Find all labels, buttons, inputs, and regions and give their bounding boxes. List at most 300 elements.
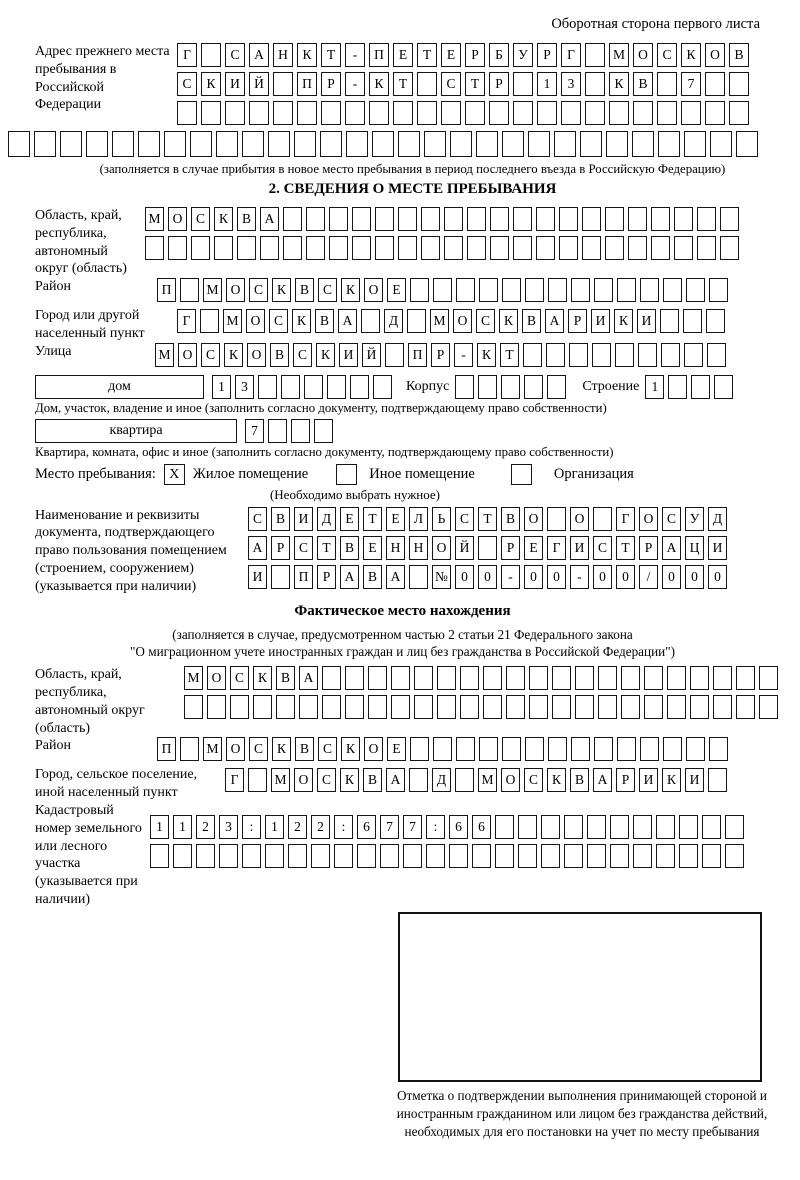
char-box[interactable]: А xyxy=(248,536,267,560)
char-box[interactable]: - xyxy=(345,72,365,96)
char-box[interactable] xyxy=(571,278,590,302)
char-box[interactable] xyxy=(621,666,640,690)
char-box[interactable] xyxy=(294,131,316,157)
char-box[interactable]: Д xyxy=(432,768,451,792)
char-box[interactable]: 0 xyxy=(708,565,727,589)
char-box[interactable] xyxy=(483,666,502,690)
char-box[interactable]: Р xyxy=(465,43,485,67)
char-box[interactable]: О xyxy=(705,43,725,67)
char-box[interactable]: Р xyxy=(639,536,658,560)
char-box[interactable]: О xyxy=(524,507,543,531)
char-box[interactable] xyxy=(729,72,749,96)
char-box[interactable] xyxy=(311,844,330,868)
char-box[interactable] xyxy=(582,236,601,260)
char-box[interactable] xyxy=(460,666,479,690)
char-box[interactable] xyxy=(230,695,249,719)
char-box[interactable]: - xyxy=(454,343,473,367)
char-box[interactable]: К xyxy=(272,278,291,302)
char-box[interactable]: Г xyxy=(177,309,196,333)
char-box[interactable] xyxy=(725,844,744,868)
char-box[interactable] xyxy=(180,278,199,302)
char-box[interactable] xyxy=(441,101,461,125)
char-box[interactable]: К xyxy=(477,343,496,367)
char-box[interactable] xyxy=(479,278,498,302)
char-box[interactable] xyxy=(281,375,300,399)
char-box[interactable]: С xyxy=(249,737,268,761)
char-box[interactable] xyxy=(536,207,555,231)
char-box[interactable] xyxy=(615,343,634,367)
char-box[interactable] xyxy=(368,666,387,690)
char-box[interactable] xyxy=(410,737,429,761)
char-box[interactable] xyxy=(610,844,629,868)
char-box[interactable]: У xyxy=(513,43,533,67)
char-box[interactable] xyxy=(529,666,548,690)
char-box[interactable]: М xyxy=(430,309,449,333)
char-box[interactable] xyxy=(644,666,663,690)
char-box[interactable]: Е xyxy=(386,507,405,531)
char-box[interactable]: О xyxy=(226,737,245,761)
char-box[interactable] xyxy=(407,309,426,333)
char-box[interactable]: И xyxy=(708,536,727,560)
char-box[interactable] xyxy=(214,236,233,260)
char-box[interactable] xyxy=(525,278,544,302)
char-box[interactable] xyxy=(249,101,269,125)
char-box[interactable] xyxy=(201,101,221,125)
char-box[interactable] xyxy=(518,815,537,839)
apartment-type-box[interactable]: квартира xyxy=(35,419,237,443)
char-box[interactable] xyxy=(547,507,566,531)
char-box[interactable]: С xyxy=(201,343,220,367)
char-box[interactable] xyxy=(479,737,498,761)
char-box[interactable] xyxy=(546,343,565,367)
char-box[interactable] xyxy=(352,207,371,231)
char-box[interactable]: К xyxy=(292,309,311,333)
char-box[interactable] xyxy=(200,309,219,333)
char-box[interactable] xyxy=(679,815,698,839)
char-box[interactable] xyxy=(585,72,605,96)
char-box[interactable] xyxy=(656,815,675,839)
char-box[interactable]: О xyxy=(207,666,226,690)
char-box[interactable]: Е xyxy=(524,536,543,560)
char-box[interactable] xyxy=(674,236,693,260)
char-box[interactable] xyxy=(253,695,272,719)
char-box[interactable]: Н xyxy=(386,536,405,560)
char-box[interactable]: А xyxy=(338,309,357,333)
char-box[interactable]: Т xyxy=(465,72,485,96)
char-box[interactable] xyxy=(150,844,169,868)
char-box[interactable] xyxy=(398,207,417,231)
char-box[interactable] xyxy=(736,695,755,719)
char-box[interactable] xyxy=(283,207,302,231)
char-box[interactable]: 6 xyxy=(472,815,491,839)
char-box[interactable]: К xyxy=(272,737,291,761)
char-box[interactable]: Г xyxy=(225,768,244,792)
char-box[interactable] xyxy=(375,236,394,260)
char-box[interactable] xyxy=(260,236,279,260)
char-box[interactable]: В xyxy=(237,207,256,231)
char-box[interactable] xyxy=(640,278,659,302)
char-box[interactable] xyxy=(571,737,590,761)
char-box[interactable] xyxy=(656,844,675,868)
char-box[interactable]: С xyxy=(662,507,681,531)
char-box[interactable] xyxy=(265,844,284,868)
char-box[interactable]: М xyxy=(478,768,497,792)
char-box[interactable]: Г xyxy=(616,507,635,531)
char-box[interactable]: М xyxy=(184,666,203,690)
char-box[interactable] xyxy=(513,72,533,96)
char-box[interactable] xyxy=(372,131,394,157)
char-box[interactable]: Т xyxy=(616,536,635,560)
char-box[interactable]: С xyxy=(248,507,267,531)
char-box[interactable] xyxy=(502,737,521,761)
char-box[interactable]: И xyxy=(339,343,358,367)
char-box[interactable] xyxy=(713,695,732,719)
char-box[interactable]: 2 xyxy=(288,815,307,839)
char-box[interactable] xyxy=(617,737,636,761)
char-box[interactable]: - xyxy=(570,565,589,589)
char-box[interactable] xyxy=(495,844,514,868)
char-box[interactable]: О xyxy=(168,207,187,231)
char-box[interactable]: К xyxy=(341,737,360,761)
char-box[interactable]: К xyxy=(662,768,681,792)
char-box[interactable]: П xyxy=(408,343,427,367)
char-box[interactable] xyxy=(736,666,755,690)
char-box[interactable] xyxy=(575,695,594,719)
char-box[interactable]: Г xyxy=(177,43,197,67)
char-box[interactable] xyxy=(314,419,333,443)
char-box[interactable] xyxy=(207,695,226,719)
char-box[interactable] xyxy=(321,101,341,125)
char-box[interactable] xyxy=(350,375,369,399)
char-box[interactable] xyxy=(684,131,706,157)
char-box[interactable]: 6 xyxy=(449,815,468,839)
char-box[interactable] xyxy=(271,565,290,589)
char-box[interactable]: 0 xyxy=(593,565,612,589)
char-box[interactable] xyxy=(242,844,261,868)
char-box[interactable]: Д xyxy=(317,507,336,531)
char-box[interactable] xyxy=(327,375,346,399)
char-box[interactable] xyxy=(450,131,472,157)
char-box[interactable]: И xyxy=(570,536,589,560)
char-box[interactable] xyxy=(547,375,566,399)
char-box[interactable] xyxy=(657,72,677,96)
char-box[interactable] xyxy=(268,419,287,443)
char-box[interactable]: В xyxy=(271,507,290,531)
char-box[interactable] xyxy=(242,131,264,157)
char-box[interactable]: Й xyxy=(362,343,381,367)
char-box[interactable]: В xyxy=(295,737,314,761)
char-box[interactable] xyxy=(455,375,474,399)
char-box[interactable] xyxy=(598,695,617,719)
char-box[interactable] xyxy=(706,309,725,333)
char-box[interactable] xyxy=(173,844,192,868)
char-box[interactable] xyxy=(288,844,307,868)
char-box[interactable]: 0 xyxy=(524,565,543,589)
char-box[interactable]: 3 xyxy=(561,72,581,96)
char-box[interactable] xyxy=(644,695,663,719)
char-box[interactable]: О xyxy=(364,278,383,302)
char-box[interactable]: Т xyxy=(500,343,519,367)
char-box[interactable]: О xyxy=(178,343,197,367)
char-box[interactable]: А xyxy=(340,565,359,589)
char-box[interactable] xyxy=(594,737,613,761)
char-box[interactable] xyxy=(478,375,497,399)
char-box[interactable] xyxy=(537,101,557,125)
char-box[interactable] xyxy=(424,131,446,157)
char-box[interactable]: 0 xyxy=(547,565,566,589)
char-box[interactable] xyxy=(690,666,709,690)
char-box[interactable]: О xyxy=(247,343,266,367)
char-box[interactable] xyxy=(709,278,728,302)
char-box[interactable] xyxy=(145,236,164,260)
char-box[interactable]: - xyxy=(345,43,365,67)
char-box[interactable] xyxy=(561,101,581,125)
char-box[interactable]: П xyxy=(157,737,176,761)
char-box[interactable] xyxy=(661,343,680,367)
char-box[interactable]: 2 xyxy=(196,815,215,839)
char-box[interactable] xyxy=(697,236,716,260)
char-box[interactable]: К xyxy=(316,343,335,367)
char-box[interactable] xyxy=(455,768,474,792)
char-box[interactable] xyxy=(585,43,605,67)
checkbox-organization[interactable] xyxy=(511,464,532,485)
char-box[interactable]: О xyxy=(570,507,589,531)
char-box[interactable] xyxy=(306,236,325,260)
char-box[interactable] xyxy=(707,343,726,367)
char-box[interactable] xyxy=(410,278,429,302)
char-box[interactable] xyxy=(433,278,452,302)
char-box[interactable] xyxy=(705,101,725,125)
char-box[interactable]: К xyxy=(547,768,566,792)
char-box[interactable] xyxy=(191,236,210,260)
char-box[interactable]: И xyxy=(637,309,656,333)
char-box[interactable]: Р xyxy=(537,43,557,67)
char-box[interactable]: О xyxy=(633,43,653,67)
char-box[interactable] xyxy=(393,101,413,125)
char-box[interactable] xyxy=(594,278,613,302)
char-box[interactable] xyxy=(320,131,342,157)
char-box[interactable]: 6 xyxy=(357,815,376,839)
char-box[interactable] xyxy=(585,101,605,125)
char-box[interactable]: М xyxy=(203,278,222,302)
char-box[interactable]: О xyxy=(432,536,451,560)
char-box[interactable] xyxy=(472,844,491,868)
char-box[interactable] xyxy=(523,343,542,367)
char-box[interactable]: Р xyxy=(431,343,450,367)
char-box[interactable] xyxy=(225,101,245,125)
char-box[interactable] xyxy=(369,101,389,125)
char-box[interactable]: И xyxy=(591,309,610,333)
char-box[interactable] xyxy=(702,815,721,839)
char-box[interactable]: Т xyxy=(363,507,382,531)
char-box[interactable]: Т xyxy=(317,536,336,560)
char-box[interactable] xyxy=(417,101,437,125)
char-box[interactable]: Е xyxy=(363,536,382,560)
char-box[interactable]: А xyxy=(662,536,681,560)
char-box[interactable] xyxy=(490,207,509,231)
char-box[interactable] xyxy=(306,207,325,231)
char-box[interactable] xyxy=(219,844,238,868)
char-box[interactable]: К xyxy=(201,72,221,96)
char-box[interactable]: - xyxy=(501,565,520,589)
char-box[interactable] xyxy=(714,375,733,399)
char-box[interactable] xyxy=(736,131,758,157)
char-box[interactable] xyxy=(502,131,524,157)
char-box[interactable] xyxy=(437,666,456,690)
char-box[interactable]: К xyxy=(340,768,359,792)
char-box[interactable] xyxy=(575,666,594,690)
char-box[interactable]: М xyxy=(155,343,174,367)
char-box[interactable]: И xyxy=(225,72,245,96)
char-box[interactable] xyxy=(291,419,310,443)
char-box[interactable] xyxy=(691,375,710,399)
char-box[interactable]: К xyxy=(609,72,629,96)
char-box[interactable]: В xyxy=(522,309,541,333)
char-box[interactable]: К xyxy=(681,43,701,67)
checkbox-other-premises[interactable] xyxy=(336,464,357,485)
char-box[interactable] xyxy=(621,695,640,719)
char-box[interactable] xyxy=(385,343,404,367)
char-box[interactable] xyxy=(720,236,739,260)
char-box[interactable]: 3 xyxy=(219,815,238,839)
char-box[interactable] xyxy=(237,236,256,260)
char-box[interactable] xyxy=(322,695,341,719)
char-box[interactable]: Д xyxy=(708,507,727,531)
char-box[interactable] xyxy=(720,207,739,231)
char-box[interactable]: С xyxy=(657,43,677,67)
char-box[interactable] xyxy=(501,375,520,399)
char-box[interactable] xyxy=(710,131,732,157)
char-box[interactable] xyxy=(702,844,721,868)
char-box[interactable] xyxy=(268,131,290,157)
char-box[interactable] xyxy=(8,131,30,157)
char-box[interactable] xyxy=(248,768,267,792)
char-box[interactable]: С xyxy=(269,309,288,333)
char-box[interactable]: В xyxy=(633,72,653,96)
char-box[interactable]: П xyxy=(369,43,389,67)
char-box[interactable] xyxy=(633,844,652,868)
char-box[interactable] xyxy=(686,737,705,761)
char-box[interactable] xyxy=(657,101,677,125)
char-box[interactable] xyxy=(273,72,293,96)
char-box[interactable]: К xyxy=(297,43,317,67)
char-box[interactable] xyxy=(592,343,611,367)
char-box[interactable] xyxy=(112,131,134,157)
char-box[interactable]: М xyxy=(223,309,242,333)
char-box[interactable]: С xyxy=(191,207,210,231)
char-box[interactable] xyxy=(495,815,514,839)
char-box[interactable]: Е xyxy=(393,43,413,67)
char-box[interactable]: К xyxy=(214,207,233,231)
char-box[interactable] xyxy=(667,666,686,690)
char-box[interactable]: А xyxy=(593,768,612,792)
char-box[interactable] xyxy=(513,101,533,125)
char-box[interactable] xyxy=(444,207,463,231)
char-box[interactable]: М xyxy=(271,768,290,792)
char-box[interactable] xyxy=(582,207,601,231)
char-box[interactable]: А xyxy=(249,43,269,67)
char-box[interactable] xyxy=(456,278,475,302)
char-box[interactable]: А xyxy=(386,565,405,589)
char-box[interactable] xyxy=(541,844,560,868)
char-box[interactable] xyxy=(476,131,498,157)
char-box[interactable]: О xyxy=(226,278,245,302)
char-box[interactable] xyxy=(421,207,440,231)
char-box[interactable] xyxy=(467,236,486,260)
char-box[interactable] xyxy=(628,207,647,231)
char-box[interactable] xyxy=(617,278,636,302)
char-box[interactable] xyxy=(398,131,420,157)
char-box[interactable]: Й xyxy=(249,72,269,96)
char-box[interactable]: Т xyxy=(321,43,341,67)
char-box[interactable] xyxy=(660,309,679,333)
char-box[interactable] xyxy=(164,131,186,157)
char-box[interactable] xyxy=(548,278,567,302)
char-box[interactable] xyxy=(334,844,353,868)
char-box[interactable] xyxy=(483,695,502,719)
char-box[interactable]: С xyxy=(455,507,474,531)
char-box[interactable]: 0 xyxy=(478,565,497,589)
char-box[interactable]: И xyxy=(685,768,704,792)
char-box[interactable]: Е xyxy=(387,278,406,302)
char-box[interactable] xyxy=(525,737,544,761)
char-box[interactable] xyxy=(345,101,365,125)
char-box[interactable] xyxy=(609,101,629,125)
char-box[interactable]: 0 xyxy=(685,565,704,589)
char-box[interactable] xyxy=(373,375,392,399)
char-box[interactable] xyxy=(216,131,238,157)
char-box[interactable]: 1 xyxy=(645,375,664,399)
char-box[interactable]: К xyxy=(614,309,633,333)
char-box[interactable]: В xyxy=(501,507,520,531)
char-box[interactable] xyxy=(403,844,422,868)
char-box[interactable]: 7 xyxy=(245,419,264,443)
char-box[interactable] xyxy=(606,131,628,157)
char-box[interactable] xyxy=(605,207,624,231)
char-box[interactable]: В xyxy=(276,666,295,690)
char-box[interactable]: Р xyxy=(317,565,336,589)
char-box[interactable]: 0 xyxy=(662,565,681,589)
char-box[interactable]: Е xyxy=(387,737,406,761)
char-box[interactable]: В xyxy=(295,278,314,302)
char-box[interactable] xyxy=(587,815,606,839)
char-box[interactable] xyxy=(380,844,399,868)
char-box[interactable] xyxy=(490,236,509,260)
char-box[interactable] xyxy=(708,768,727,792)
char-box[interactable] xyxy=(564,815,583,839)
char-box[interactable]: В xyxy=(729,43,749,67)
char-box[interactable]: 2 xyxy=(311,815,330,839)
char-box[interactable]: / xyxy=(639,565,658,589)
char-box[interactable]: В xyxy=(340,536,359,560)
char-box[interactable] xyxy=(569,343,588,367)
char-box[interactable] xyxy=(329,236,348,260)
char-box[interactable] xyxy=(361,309,380,333)
char-box[interactable]: С xyxy=(593,536,612,560)
char-box[interactable] xyxy=(679,844,698,868)
char-box[interactable]: : xyxy=(242,815,261,839)
char-box[interactable] xyxy=(304,375,323,399)
char-box[interactable] xyxy=(417,72,437,96)
char-box[interactable] xyxy=(283,236,302,260)
char-box[interactable] xyxy=(686,278,705,302)
char-box[interactable] xyxy=(580,131,602,157)
char-box[interactable]: : xyxy=(334,815,353,839)
char-box[interactable]: Г xyxy=(547,536,566,560)
char-box[interactable]: Е xyxy=(441,43,461,67)
char-box[interactable] xyxy=(651,236,670,260)
char-box[interactable]: Р xyxy=(616,768,635,792)
